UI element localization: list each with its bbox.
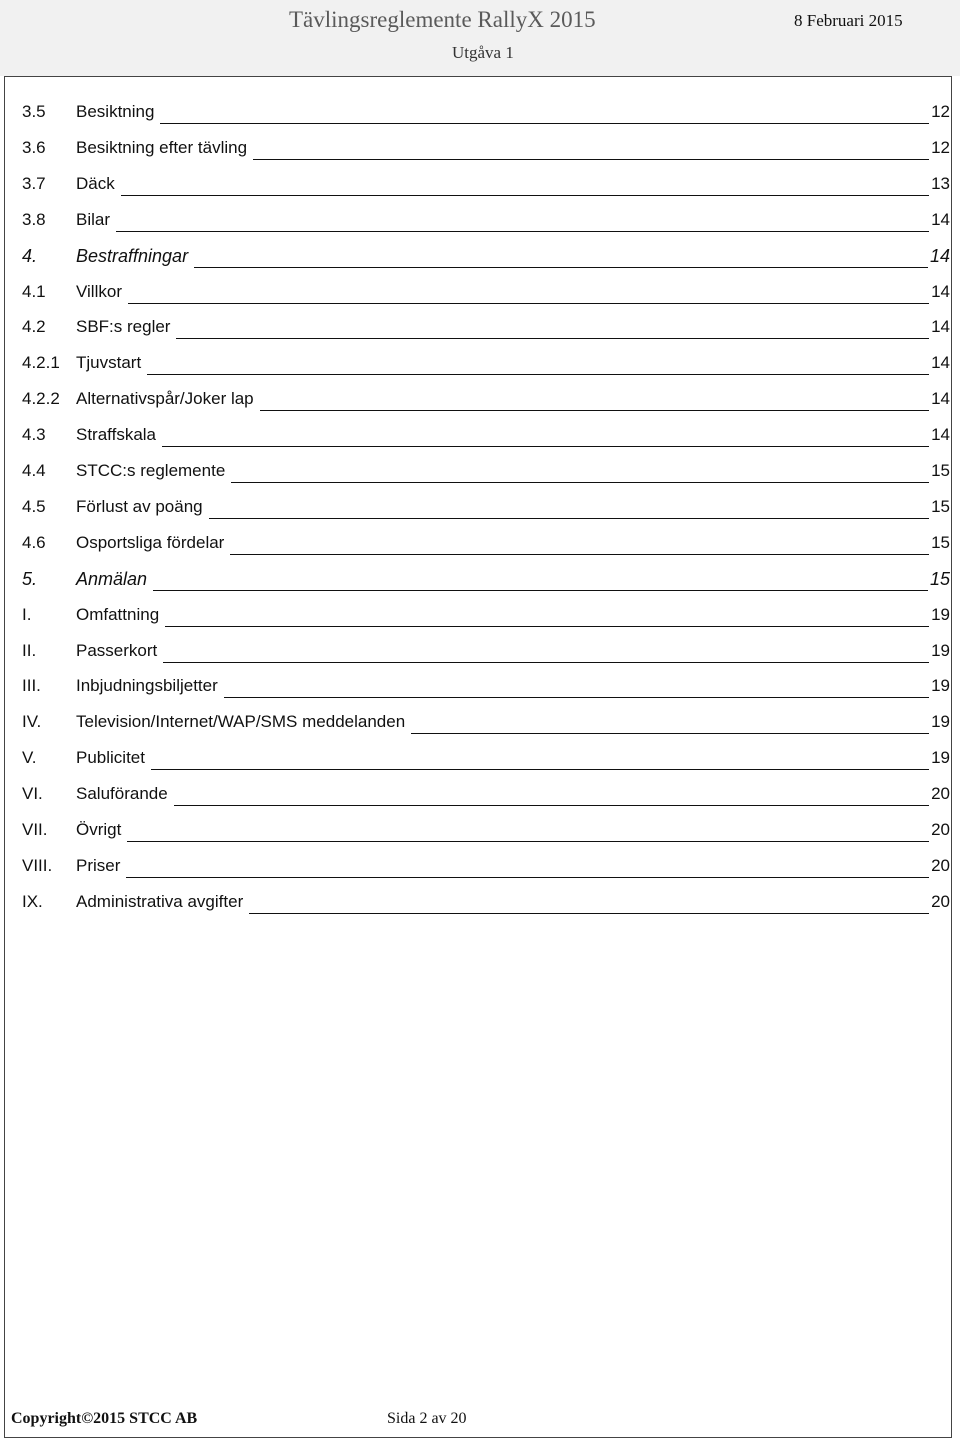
toc-entry-label: Straffskala: [76, 425, 157, 445]
toc-entry[interactable]: [22, 317, 950, 353]
toc-entry[interactable]: [22, 461, 950, 497]
toc-entry-label: Däck: [76, 173, 115, 193]
toc-leader-line: [160, 123, 929, 124]
toc-leader-line: [231, 482, 929, 483]
toc-entry-page: 19: [931, 640, 950, 660]
toc-entry[interactable]: [22, 425, 950, 461]
toc-leader-line: [153, 590, 928, 591]
toc-entry-number: 4.6: [22, 532, 46, 552]
toc-leader-line: [126, 877, 929, 878]
toc-entry-page: 14: [931, 317, 950, 337]
toc-entry-label: Förlust av poäng: [76, 496, 203, 516]
toc-leader-line: [260, 410, 929, 411]
toc-leader-line: [151, 769, 929, 770]
toc-entry-page: 12: [931, 137, 950, 157]
toc-entry[interactable]: [22, 389, 950, 425]
toc-entry-number: 4.2.1: [22, 353, 60, 373]
toc-entry[interactable]: [22, 820, 950, 856]
toc-entry-label: Passerkort: [76, 640, 158, 660]
toc-entry-label: Anmälan: [76, 568, 148, 589]
toc-entry-number: VI.: [22, 784, 43, 804]
toc-entry-label: Bestraffningar: [76, 245, 189, 266]
toc-entry[interactable]: [22, 353, 950, 389]
toc-leader-line: [230, 554, 929, 555]
toc-entry-page: 14: [929, 245, 950, 266]
toc-entry-page: 14: [931, 425, 950, 445]
footer-copyright: Copyright©2015 STCC AB: [11, 1410, 198, 1427]
toc-entry-label: Saluförande: [76, 784, 168, 804]
toc-entry[interactable]: [22, 138, 950, 174]
toc-entry-number: III.: [22, 676, 41, 696]
toc-entry-page: 15: [931, 532, 950, 552]
toc-entry[interactable]: [22, 210, 950, 246]
toc-entry[interactable]: [22, 748, 950, 784]
toc-entry-number: 3.8: [22, 209, 46, 229]
document-edition: Utgåva 1: [452, 43, 514, 62]
toc-entry-label: Besiktning efter tävling: [76, 137, 248, 157]
page-header: [0, 0, 960, 76]
toc-entry-number: 4.4: [22, 461, 46, 480]
toc-entry-number: II.: [22, 640, 37, 660]
footer-page-number: Sida 2 av 20: [387, 1410, 467, 1427]
toc-entry[interactable]: [22, 497, 950, 533]
toc-leader-line: [249, 913, 929, 914]
toc-leader-line: [411, 733, 929, 734]
toc-entry-page: 19: [931, 712, 950, 732]
toc-leader-line: [163, 662, 929, 663]
toc-entry-page: 20: [931, 855, 950, 875]
toc-entry-label: Osportsliga fördelar: [76, 532, 225, 552]
toc-entry-number: 3.7: [22, 173, 46, 193]
toc-entry-page: 15: [929, 568, 950, 589]
toc-entry[interactable]: [22, 533, 950, 569]
toc-entry-page: 15: [931, 496, 950, 516]
toc-entry-label: SBF:s regler: [76, 317, 171, 337]
toc-leader-line: [121, 195, 929, 196]
toc-entry-label: Bilar: [76, 209, 111, 229]
toc-entry[interactable]: [22, 246, 950, 282]
toc-entry[interactable]: [22, 712, 950, 748]
toc-entry-page: 19: [931, 676, 950, 696]
toc-entry[interactable]: [22, 174, 950, 210]
toc-entry-number: IX.: [22, 891, 43, 911]
toc-leader-line: [127, 841, 929, 842]
toc-leader-line: [176, 338, 929, 339]
toc-entry-label: Television/Internet/WAP/SMS meddelanden: [76, 712, 406, 732]
toc-entry-label: Priser: [76, 855, 121, 875]
toc-entry-page: 19: [931, 604, 950, 624]
toc-entry[interactable]: [22, 856, 950, 892]
toc-entry[interactable]: [22, 784, 950, 820]
toc-entry-page: 20: [931, 891, 950, 911]
toc-entry-page: 14: [931, 209, 950, 229]
toc-entry-page: 19: [931, 748, 950, 768]
toc-entry[interactable]: [22, 892, 950, 928]
toc-entry-page: 12: [931, 102, 950, 121]
toc-entry[interactable]: [22, 102, 950, 138]
toc-leader-line: [165, 626, 929, 627]
toc-entry-number: 4.5: [22, 496, 46, 516]
toc-entry-page: 14: [931, 353, 950, 373]
toc-entry-page: 20: [931, 820, 950, 839]
toc-leader-line: [147, 374, 929, 375]
toc-entry[interactable]: [22, 676, 950, 712]
toc-entry-label: Besiktning: [76, 102, 155, 121]
toc-leader-line: [128, 303, 929, 304]
toc-entry-label: Publicitet: [76, 748, 145, 768]
toc-entry-number: 4.: [22, 245, 38, 266]
toc-entry[interactable]: [22, 605, 950, 641]
toc-leader-line: [194, 267, 928, 268]
toc-leader-line: [162, 446, 929, 447]
toc-entry-number: 4.2: [22, 317, 46, 337]
toc-entry-label: Tjuvstart: [76, 353, 142, 373]
toc-entry-page: 14: [931, 281, 950, 301]
toc-entry-label: STCC:s reglemente: [76, 461, 226, 480]
toc-entry-label: Villkor: [76, 281, 122, 301]
toc-entry-number: I.: [22, 604, 32, 624]
toc-leader-line: [253, 159, 929, 160]
toc-leader-line: [116, 231, 929, 232]
toc-entry-number: V.: [22, 748, 37, 768]
toc-entry-number: IV.: [22, 712, 42, 732]
toc-leader-line: [209, 518, 929, 519]
toc-entry-number: 4.1: [22, 281, 46, 301]
toc-entry-page: 13: [931, 173, 950, 193]
toc-entry-label: Omfattning: [76, 604, 160, 624]
toc-entry-number: VIII.: [22, 855, 53, 875]
toc-entry[interactable]: [22, 569, 950, 605]
toc-entry-label: Inbjudningsbiljetter: [76, 676, 218, 696]
toc-entry-number: 4.2.2: [22, 389, 60, 409]
toc-entry[interactable]: [22, 282, 950, 318]
toc-leader-line: [174, 805, 929, 806]
toc-entry-page: 14: [931, 389, 950, 409]
toc-entry-number: 5.: [22, 568, 38, 589]
toc-entry-number: 4.3: [22, 425, 46, 445]
toc-entry-number: 3.5: [22, 102, 46, 121]
toc-entry-label: Administrativa avgifter: [76, 891, 244, 911]
toc-entry-page: 20: [931, 784, 950, 804]
toc-entry[interactable]: [22, 641, 950, 677]
toc-entry-label: Övrigt: [76, 820, 122, 839]
toc-leader-line: [224, 697, 929, 698]
toc-entry-number: 3.6: [22, 137, 46, 157]
toc-entry-number: VII.: [22, 820, 48, 839]
document-date: 8 Februari 2015: [794, 11, 903, 30]
document-title: Tävlingsreglemente RallyX 2015: [289, 7, 596, 32]
toc-entry-label: Alternativspår/Joker lap: [76, 389, 254, 409]
toc-entry-page: 15: [931, 461, 950, 480]
